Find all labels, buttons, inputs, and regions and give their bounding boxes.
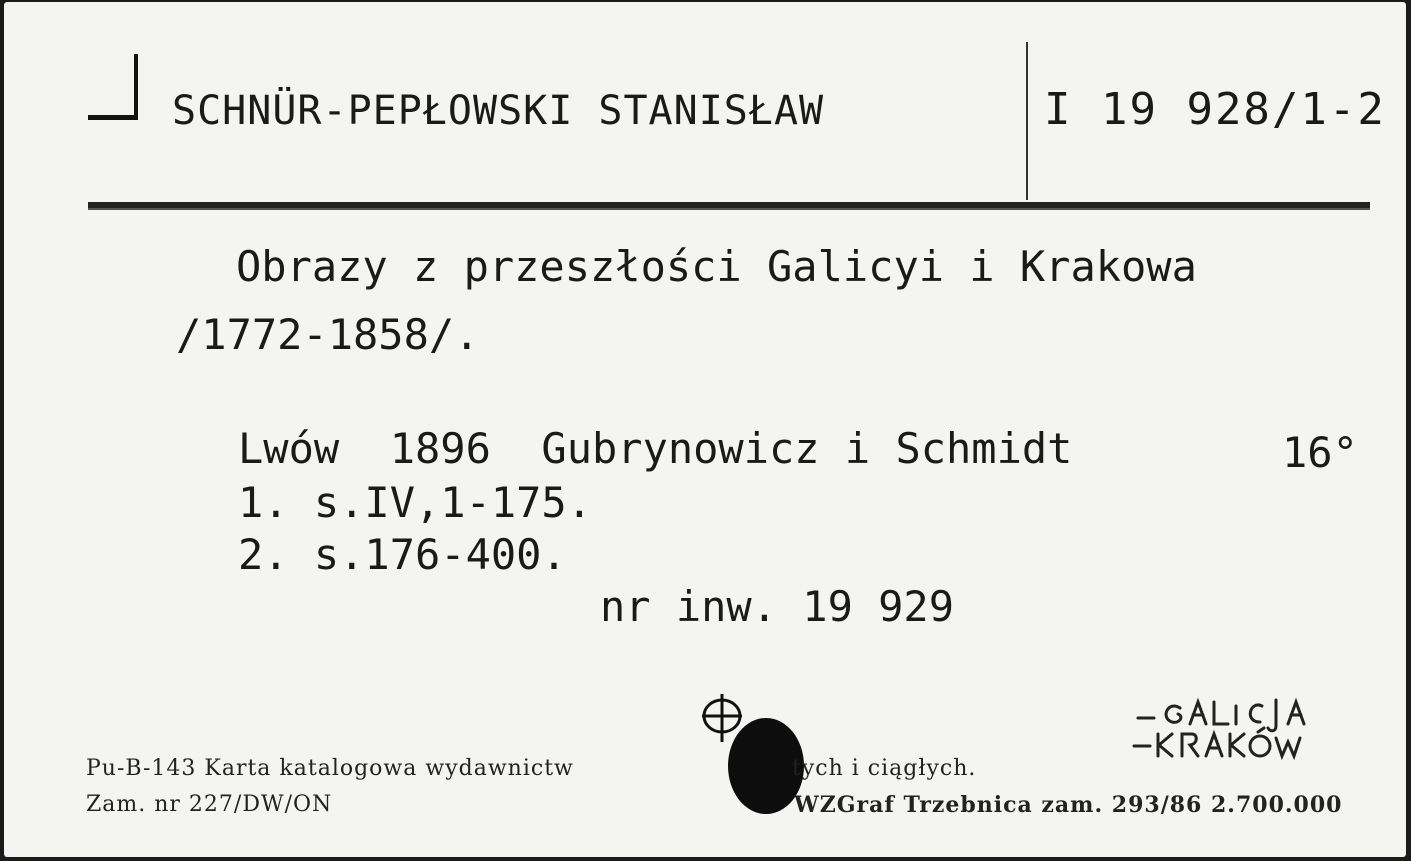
imprint: Lwów 1896 Gubrynowicz i Schmidt (238, 424, 1073, 473)
format: 16° (1282, 428, 1358, 477)
volume-1: 1. s.IV,1-175. (238, 478, 593, 527)
catalog-card (4, 2, 1406, 857)
footer-order-number: Zam. nr 227/DW/ON (86, 792, 333, 817)
author-heading: SCHNÜR-PEPŁOWSKI STANISŁAW (172, 88, 825, 134)
footer-form-number: Pu-B-143 Karta katalogowa wydawnictw (86, 756, 574, 781)
title-line-2: /1772-1858/. (176, 310, 480, 359)
footer-form-type: tych i ciągłych. (792, 756, 977, 781)
heading-rule-shadow (88, 208, 1370, 210)
volume-2: 2. s.176-400. (238, 530, 567, 579)
call-number: I 19 928/1-2 (1044, 84, 1386, 135)
footer-printer: WZGraf Trzebnica zam. 293/86 2.700.000 (794, 792, 1343, 818)
title-line-1: Obrazy z przeszłości Galicyi i Krakowa (236, 242, 1197, 291)
corner-bracket-mark (88, 54, 138, 120)
handwritten-note (1132, 688, 1362, 768)
inventory-number: nr inw. 19 929 (600, 582, 955, 631)
column-divider (1026, 42, 1028, 200)
